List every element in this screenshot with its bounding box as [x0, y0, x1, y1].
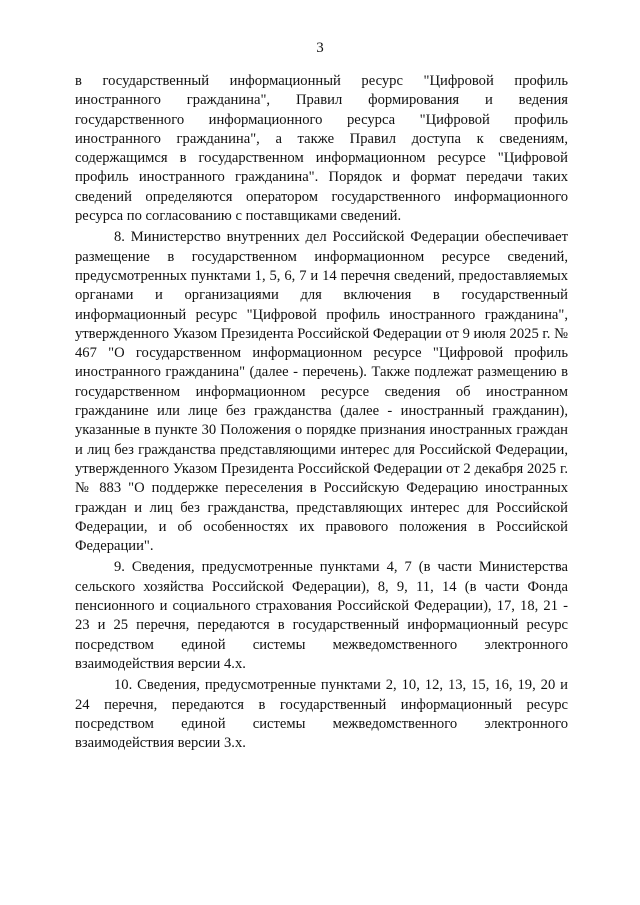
paragraph-continuation: в государственный информационный ресурс "Цифровой профиль иностранного гражданина", Правил формирования и ведения государственного информационного ресурса "Цифровой профиль иностранного гражданина", а также Правил доступа к сведениям, содержащимся в государственном информационном ресурсе "Цифровой профиль иностранного гражданина". Порядок и формат передачи таких сведений определяются оператором государственного информационного ресурса по согласованию с поставщиками сведений.: [75, 73, 568, 225]
page-number: 3: [316, 40, 324, 56]
paragraph-item-8: 8. Министерство внутренних дел Российской Федерации обеспечивает размещение в государственном информационном ресурсе сведений, предусмотренных пунктами 1, 5, 6, 7 и 14 перечня сведений, предоставляемых органами и организациями для включения в государственный информационный ресурс "Цифровой профиль иностранного гражданина", утвержденного Указом Президента Российской Федерации от 9 июля 2025 г. № 467 "О государственном информационном ресурсе "Цифровой профиль иностранного гражданина" (далее - перечень). Также подлежат размещению в государственном информационном ресурсе сведения об иностранном гражданине или лице без гражданства (далее - иностранный гражданин), указанные в пункте 30 Положения о порядке признания иностранных граждан и лиц без гражданства представляющими интерес для Российской Федерации, утвержденного Указом Президента Российской Федерации от 2 декабря 2025 г. № 883 "О поддержке переселения в Российскую Федерацию иностранных граждан и лиц без гражданства, представляющих интерес для Российской Федерации, и об особенностях их правового положения в Российской Федерации".: [75, 229, 568, 555]
paragraph-item-10: 10. Сведения, предусмотренные пунктами 2, 10, 12, 13, 15, 16, 19, 20 и 24 перечня, передаются в государственный информационный ресурс посредством единой системы межведомственного электронного взаимодействия версии 3.х.: [75, 677, 568, 752]
paragraph-item-9: 9. Сведения, предусмотренные пунктами 4, 7 (в части Министерства сельского хозяйства Российской Федерации), 8, 9, 11, 14 (в части Фонда пенсионного и социального страхования Российской Федерации), 17, 18, 21 - 23 и 25 перечня, передаются в государственный информационный ресурс посредством единой системы межведомственного электронного взаимодействия версии 4.х.: [75, 559, 568, 672]
document-body: [75, 72, 568, 753]
